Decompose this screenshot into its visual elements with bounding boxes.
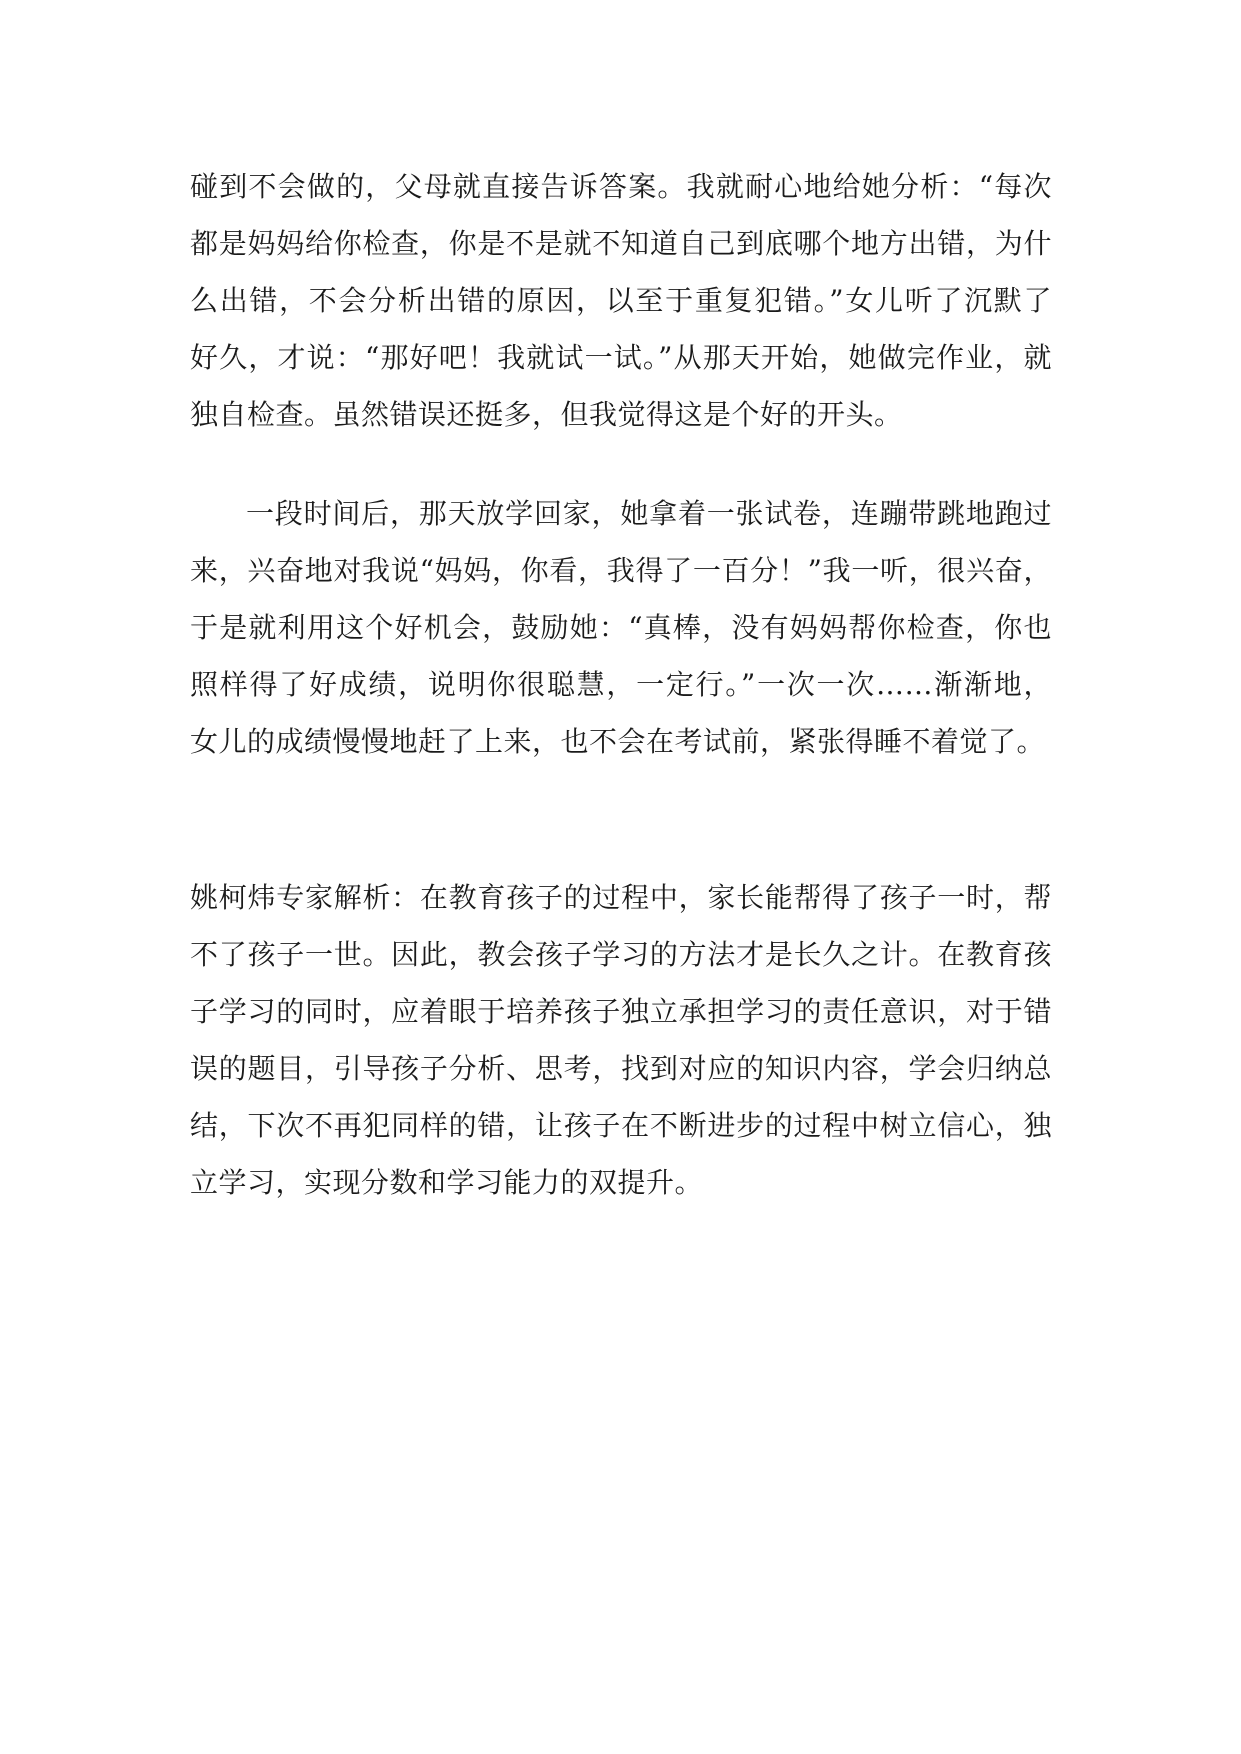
text-line: 姚柯炜专家解析：在教育孩子的过程中，家长能帮得了孩子一时，帮	[190, 881, 1052, 914]
text-line: 结，下次不再犯同样的错，让孩子在不断进步的过程中树立信心，独	[190, 1109, 1052, 1142]
text-line: 来，兴奋地对我说“妈妈，你看，我得了一百分！”我一听，很兴奋，	[190, 554, 1052, 587]
text-line: 都是妈妈给你检查，你是不是就不知道自己到底哪个地方出错，为什	[190, 227, 1052, 260]
text-line: 立学习，实现分数和学习能力的双提升。	[190, 1166, 704, 1199]
text-line: 女儿的成绩慢慢地赶了上来，也不会在考试前，紧张得睡不着觉了。	[190, 725, 1046, 758]
text-line: 独自检查。虽然错误还挺多，但我觉得这是个好的开头。	[190, 398, 903, 431]
text-line: 不了孩子一世。因此，教会孩子学习的方法才是长久之计。在教育孩	[190, 938, 1052, 971]
text-line: 照样得了好成绩，说明你很聪慧，一定行。”一次一次……渐渐地，	[190, 668, 1052, 701]
paragraph-parent-analysis	[190, 158, 1052, 443]
text-line: 一段时间后，那天放学回家，她拿着一张试卷，连蹦带跳地跑过	[246, 497, 1052, 530]
text-line: 碰到不会做的，父母就直接告诉答案。我就耐心地给她分析：“每次	[190, 170, 1052, 203]
text-line: 好久，才说：“那好吧！我就试一试。”从那天开始，她做完作业，就	[190, 341, 1052, 374]
text-line: 误的题目，引导孩子分析、思考，找到对应的知识内容，学会归纳总	[190, 1052, 1052, 1085]
text-line: 么出错，不会分析出错的原因，以至于重复犯错。”女儿听了沉默了	[190, 284, 1052, 317]
text-line: 于是就利用这个好机会，鼓励她：“真棒，没有妈妈帮你检查，你也	[190, 611, 1052, 644]
paragraph-expert-analysis	[190, 869, 1052, 1211]
text-line: 子学习的同时，应着眼于培养孩子独立承担学习的责任意识，对于错	[190, 995, 1052, 1028]
paragraph-daughter-progress	[190, 485, 1052, 770]
